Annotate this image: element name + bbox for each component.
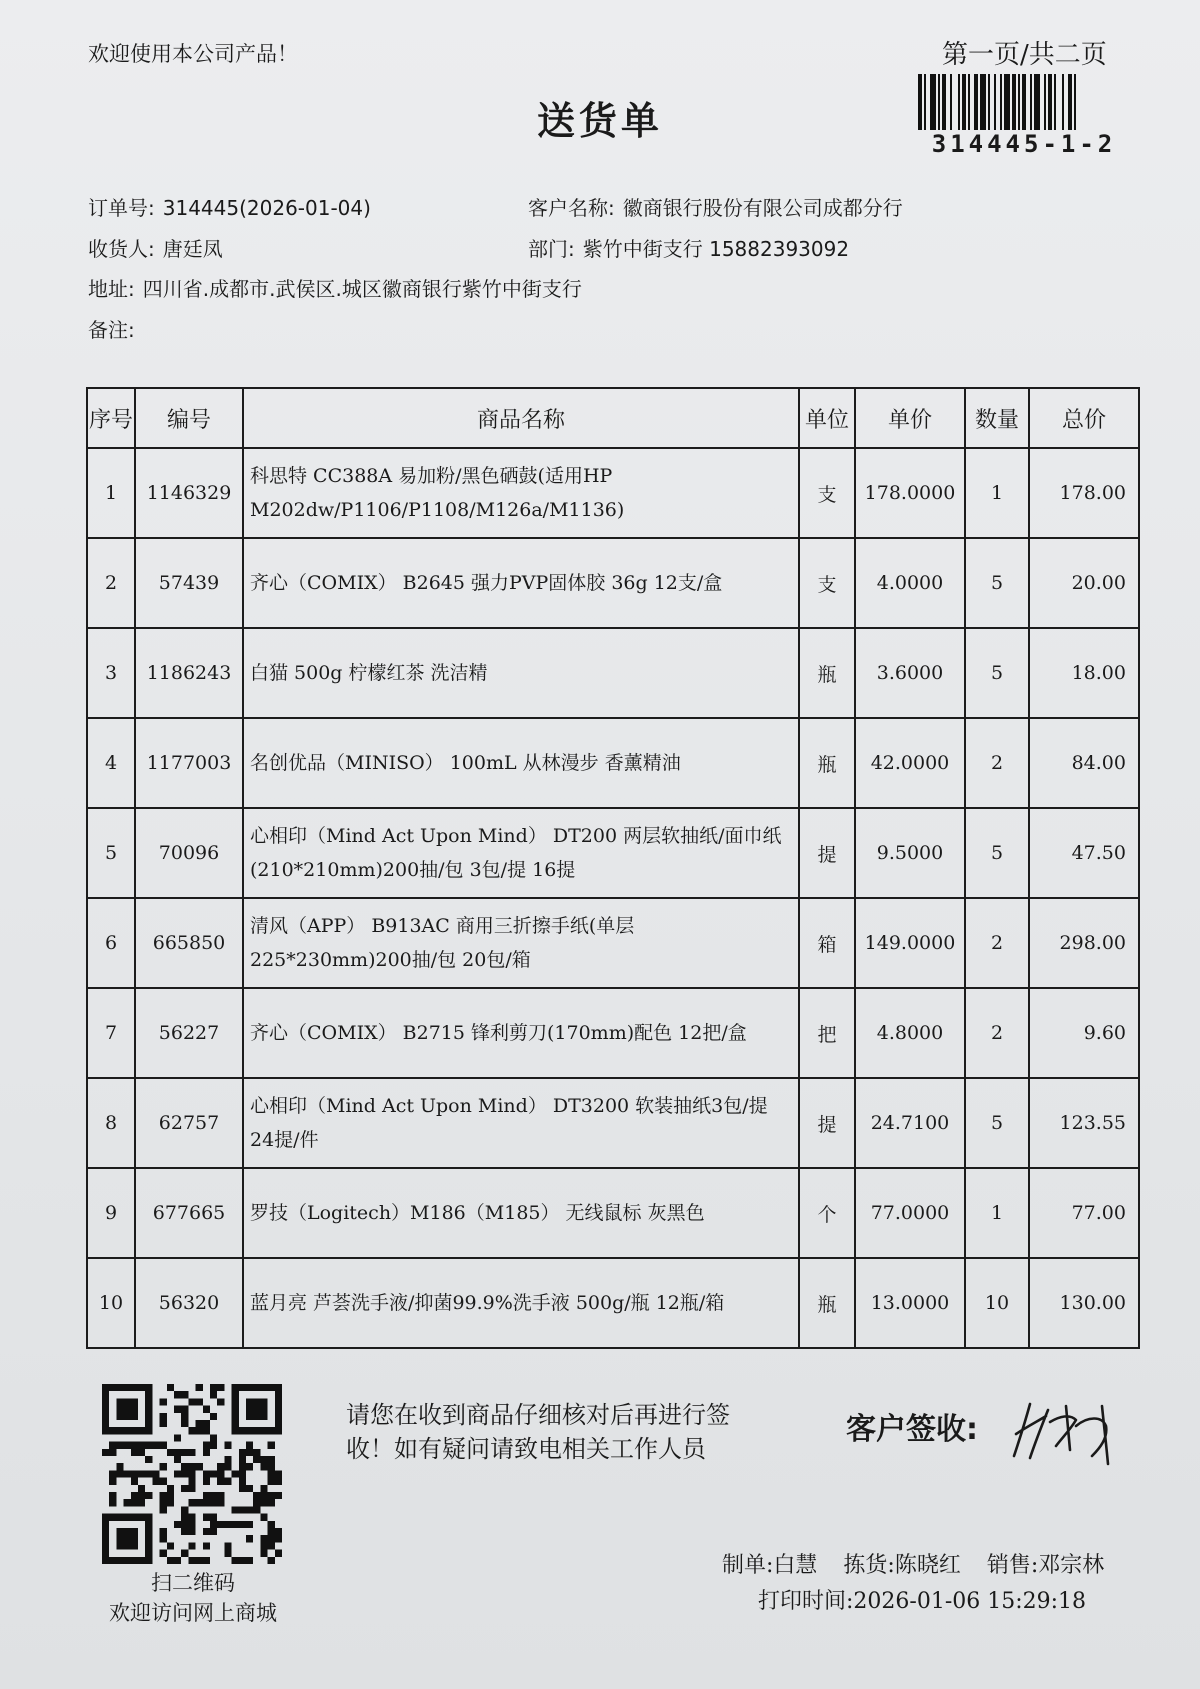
department-label: 部门: xyxy=(528,237,575,261)
row-total: 47.50 xyxy=(1029,808,1139,898)
receiver xyxy=(88,233,223,262)
row-unit-price: 4.8000 xyxy=(855,988,965,1078)
row-unit: 提 xyxy=(799,1078,855,1168)
row-code: 70096 xyxy=(135,808,243,898)
row-unit-price: 4.0000 xyxy=(855,538,965,628)
row-code: 62757 xyxy=(135,1078,243,1168)
row-quantity: 2 xyxy=(965,718,1029,808)
address xyxy=(88,273,582,302)
row-seq: 8 xyxy=(87,1078,135,1168)
column-header-code: 编号 xyxy=(135,388,243,448)
row-code: 665850 xyxy=(135,898,243,988)
print-time: 打印时间:2026-01-06 15:29:18 xyxy=(758,1589,1087,1614)
table-row xyxy=(87,988,1139,1078)
goods-table xyxy=(86,387,1140,1349)
table-row xyxy=(87,628,1139,718)
handwritten-signature xyxy=(1010,1386,1120,1466)
remark-label: 备注: xyxy=(88,318,135,342)
salesperson: 销售:邓宗林 xyxy=(986,1553,1105,1578)
row-total: 20.00 xyxy=(1029,538,1139,628)
row-quantity: 5 xyxy=(965,808,1029,898)
row-unit: 瓶 xyxy=(799,628,855,718)
row-total: 84.00 xyxy=(1029,718,1139,808)
row-code: 56320 xyxy=(135,1258,243,1348)
row-total: 77.00 xyxy=(1029,1168,1139,1258)
row-name: 名创优品（MINISO） 100mL 从林漫步 香薰精油 xyxy=(243,718,799,808)
picker: 拣货:陈晓红 xyxy=(843,1553,961,1578)
row-unit: 提 xyxy=(799,808,855,898)
remark xyxy=(88,314,143,343)
order-number-label: 订单号: xyxy=(88,196,155,220)
order-number xyxy=(88,192,371,221)
row-seq: 2 xyxy=(87,538,135,628)
row-total: 298.00 xyxy=(1029,898,1139,988)
row-total: 123.55 xyxy=(1029,1078,1139,1168)
row-unit: 支 xyxy=(799,448,855,538)
table-row xyxy=(87,1078,1139,1168)
welcome-text: 欢迎使用本公司产品！ xyxy=(88,42,298,66)
row-seq: 9 xyxy=(87,1168,135,1258)
row-seq: 7 xyxy=(87,988,135,1078)
row-unit-price: 149.0000 xyxy=(855,898,965,988)
row-unit: 瓶 xyxy=(799,1258,855,1348)
row-seq: 6 xyxy=(87,898,135,988)
row-seq: 4 xyxy=(87,718,135,808)
row-name: 罗技（Logitech）M186（M185） 无线鼠标 灰黑色 xyxy=(243,1168,799,1258)
row-unit-price: 3.6000 xyxy=(855,628,965,718)
row-total: 9.60 xyxy=(1029,988,1139,1078)
department xyxy=(528,233,849,262)
page-indicator: 第一页/共二页 xyxy=(942,40,1107,70)
row-seq: 5 xyxy=(87,808,135,898)
column-header-unit: 单位 xyxy=(799,388,855,448)
row-name: 蓝月亮 芦荟洗手液/抑菌99.9%洗手液 500g/瓶 12瓶/箱 xyxy=(243,1258,799,1348)
row-quantity: 5 xyxy=(965,538,1029,628)
row-total: 178.00 xyxy=(1029,448,1139,538)
table-row xyxy=(87,448,1139,538)
column-header-quantity: 数量 xyxy=(965,388,1029,448)
customer-name-label: 客户名称: xyxy=(528,196,615,220)
row-code: 57439 xyxy=(135,538,243,628)
row-quantity: 5 xyxy=(965,628,1029,718)
table-header-row xyxy=(87,388,1139,448)
table-row xyxy=(87,538,1139,628)
document-title: 送货单 xyxy=(536,99,663,143)
column-header-seq: 序号 xyxy=(87,388,135,448)
row-unit: 把 xyxy=(799,988,855,1078)
row-unit: 支 xyxy=(799,538,855,628)
maker: 制单:白慧 xyxy=(722,1553,818,1578)
row-total: 18.00 xyxy=(1029,628,1139,718)
column-header-name: 商品名称 xyxy=(243,388,799,448)
row-quantity: 1 xyxy=(965,448,1029,538)
row-code: 1146329 xyxy=(135,448,243,538)
row-unit-price: 9.5000 xyxy=(855,808,965,898)
address-label: 地址: xyxy=(88,277,135,301)
row-unit: 瓶 xyxy=(799,718,855,808)
receipt-notice: 请您在收到商品仔细核对后再进行签收！如有疑问请致电相关工作人员 xyxy=(346,1401,730,1463)
row-quantity: 1 xyxy=(965,1168,1029,1258)
table-row xyxy=(87,718,1139,808)
row-seq: 1 xyxy=(87,448,135,538)
row-code: 1186243 xyxy=(135,628,243,718)
row-unit-price: 77.0000 xyxy=(855,1168,965,1258)
address-value: 四川省.成都市.武侯区.城区徽商银行紫竹中街支行 xyxy=(142,277,582,301)
qr-code-icon xyxy=(102,1384,282,1564)
column-header-total: 总价 xyxy=(1029,388,1139,448)
row-quantity: 5 xyxy=(965,1078,1029,1168)
staff-line xyxy=(722,1548,1104,1579)
row-code: 677665 xyxy=(135,1168,243,1258)
row-name: 齐心（COMIX） B2645 强力PVP固体胶 36g 12支/盒 xyxy=(243,538,799,628)
row-unit-price: 42.0000 xyxy=(855,718,965,808)
row-code: 1177003 xyxy=(135,718,243,808)
customer-sign-label: 客户签收: xyxy=(846,1412,978,1447)
table-row xyxy=(87,1168,1139,1258)
receiver-label: 收货人: xyxy=(88,237,155,261)
column-header-unit-price: 单价 xyxy=(855,388,965,448)
order-number-value: 314445(2026-01-04) xyxy=(162,196,371,220)
row-name: 心相印（Mind Act Upon Mind） DT200 两层软抽纸/面巾纸(210*210mm)200抽/包 3包/提 16提 xyxy=(243,808,799,898)
row-quantity: 2 xyxy=(965,988,1029,1078)
row-name: 齐心（COMIX） B2715 锋利剪刀(170mm)配色 12把/盒 xyxy=(243,988,799,1078)
row-seq: 3 xyxy=(87,628,135,718)
row-unit-price: 13.0000 xyxy=(855,1258,965,1348)
row-name: 科思特 CC388A 易加粉/黑色硒鼓(适用HP M202dw/P1106/P1108/M126a/M1136) xyxy=(243,448,799,538)
row-seq: 10 xyxy=(87,1258,135,1348)
row-unit-price: 178.0000 xyxy=(855,448,965,538)
row-total: 130.00 xyxy=(1029,1258,1139,1348)
row-quantity: 10 xyxy=(965,1258,1029,1348)
row-unit-price: 24.7100 xyxy=(855,1078,965,1168)
qr-caption-scan: 扫二维码 xyxy=(151,1571,235,1595)
receiver-value: 唐廷凤 xyxy=(162,237,223,261)
table-row xyxy=(87,898,1139,988)
row-unit: 个 xyxy=(799,1168,855,1258)
row-name: 白猫 500g 柠檬红茶 洗洁精 xyxy=(243,628,799,718)
row-unit: 箱 xyxy=(799,898,855,988)
row-quantity: 2 xyxy=(965,898,1029,988)
table-row xyxy=(87,808,1139,898)
qr-caption-store: 欢迎访问网上商城 xyxy=(109,1601,277,1625)
table-row xyxy=(87,1258,1139,1348)
row-code: 56227 xyxy=(135,988,243,1078)
row-name: 心相印（Mind Act Upon Mind） DT3200 软装抽纸3包/提 24提/件 xyxy=(243,1078,799,1168)
row-name: 清风（APP） B913AC 商用三折擦手纸(单层225*230mm)200抽/包 20包/箱 xyxy=(243,898,799,988)
department-value: 紫竹中街支行 15882393092 xyxy=(582,237,850,261)
barcode-number: 314445-1-2 xyxy=(931,130,1117,158)
customer-name xyxy=(528,192,903,221)
customer-name-value: 徽商银行股份有限公司成都分行 xyxy=(622,196,903,220)
